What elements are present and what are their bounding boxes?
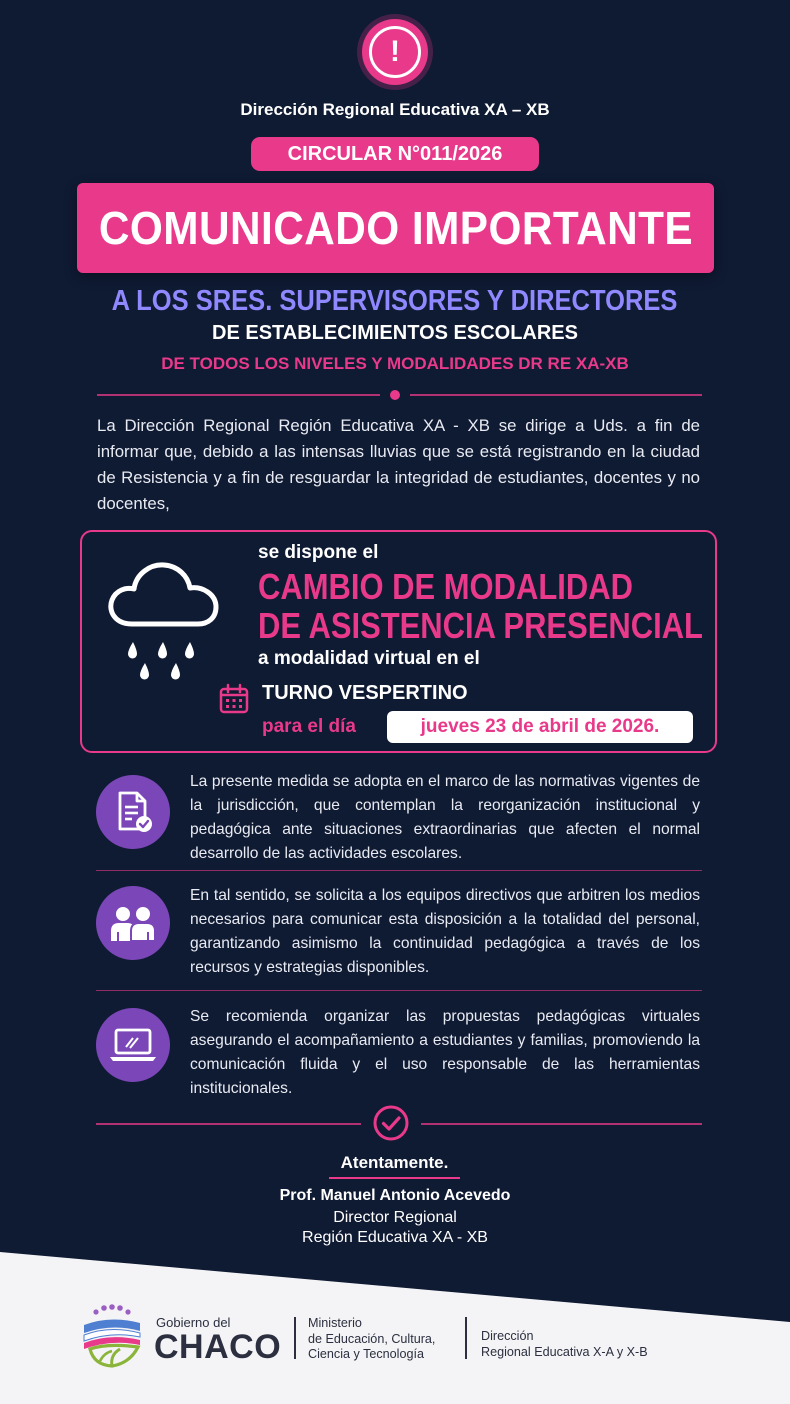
point-text-1: La presente medida se adopta en el marco de las normativas vigentes de la jurisdicción, que contemplan la reorganización institucional y pedagógica ante situaciones extraordinarias que afecten el normal desarrollo de las actividades escolares. <box>190 773 700 862</box>
divider-left <box>97 394 380 396</box>
footer-direccion: Dirección Regional Educativa X-A y X-B <box>481 1329 648 1359</box>
closing-divider-left <box>96 1123 361 1125</box>
headline-text: COMUNICADO IMPORTANTE <box>98 202 693 254</box>
announcement-headline-2: DE ASISTENCIA PRESENCIAL <box>258 605 703 646</box>
footer-gobierno: Gobierno del <box>156 1315 231 1330</box>
signature-name: Prof. Manuel Antonio Acevedo <box>279 1187 511 1204</box>
addressees-line-2: DE ESTABLECIMIENTOS ESCOLARES <box>212 322 578 344</box>
point-text-3: Se recomienda organizar las propuestas pedagógicas virtuales asegurando el acompañamiento a estudiantes y familias, promoviendo la comunicación fluida y el uso responsable de las herramientas institucionales. <box>190 1008 700 1097</box>
footer-separator-1 <box>294 1317 296 1359</box>
date-badge: jueves 23 de abril de 2026. <box>387 711 693 743</box>
shift-label: TURNO VESPERTINO <box>262 682 468 704</box>
intro-paragraph: La Dirección Regional Región Educativa XA - XB se dirige a Uds. a fin de informar que, debido a las intensas lluvias que se está registrando en la ciudad de Resistencia y a fin de resguardar la integridad de estudiantes, docentes y no docentes, <box>97 416 700 513</box>
signature-region: Región Educativa XA - XB <box>302 1229 488 1246</box>
announcement-headline-1: CAMBIO DE MODALIDAD <box>258 566 633 607</box>
chaco-logo-icon <box>80 1303 144 1369</box>
footer-ministerio: Ministerio de Educación, Cultura, Ciencia y Tecnología <box>308 1316 436 1361</box>
footer-separator-2 <box>465 1317 467 1359</box>
announcement-mode: a modalidad virtual en el <box>258 648 480 669</box>
headline-banner <box>77 183 714 273</box>
announcement-lead: se dispone el <box>258 542 379 563</box>
divider-right <box>410 394 702 396</box>
addressees-line-1: A LOS SRES. SUPERVISORES Y DIRECTORES <box>112 285 678 317</box>
calendar-icon <box>218 683 250 715</box>
closing-divider-right <box>421 1123 702 1125</box>
organization-title: Dirección Regional Educativa XA – XB <box>240 100 550 119</box>
laptop-icon <box>96 1008 170 1082</box>
point-divider-1 <box>96 870 702 871</box>
circular-number-badge: CIRCULAR N°011/2026 <box>251 137 539 171</box>
point-text-2: En tal sentido, se solicita a los equipos directivos que arbitren los medios necesarios para comunicar esta disposición a la totalidad del personal, garantizando asimismo la continuidad pedagógica a través de los recursos y estrategias disponibles. <box>190 887 700 976</box>
signature-role: Director Regional <box>333 1209 457 1226</box>
addressees-line-3: DE TODOS LOS NIVELES Y MODALIDADES DR RE XA-XB <box>161 354 629 373</box>
rain-cloud-icon <box>104 560 222 686</box>
point-divider-2 <box>96 990 702 991</box>
day-label: para el día <box>262 716 356 737</box>
footer-chaco: CHACO <box>154 1328 282 1366</box>
closing-text: Atentamente. <box>340 1153 449 1172</box>
document-check-icon <box>96 775 170 849</box>
alert-icon: ! <box>362 19 428 85</box>
closing-underline <box>329 1177 460 1179</box>
people-icon <box>96 886 170 960</box>
divider-dot <box>390 390 400 400</box>
check-circle-icon <box>372 1104 410 1142</box>
